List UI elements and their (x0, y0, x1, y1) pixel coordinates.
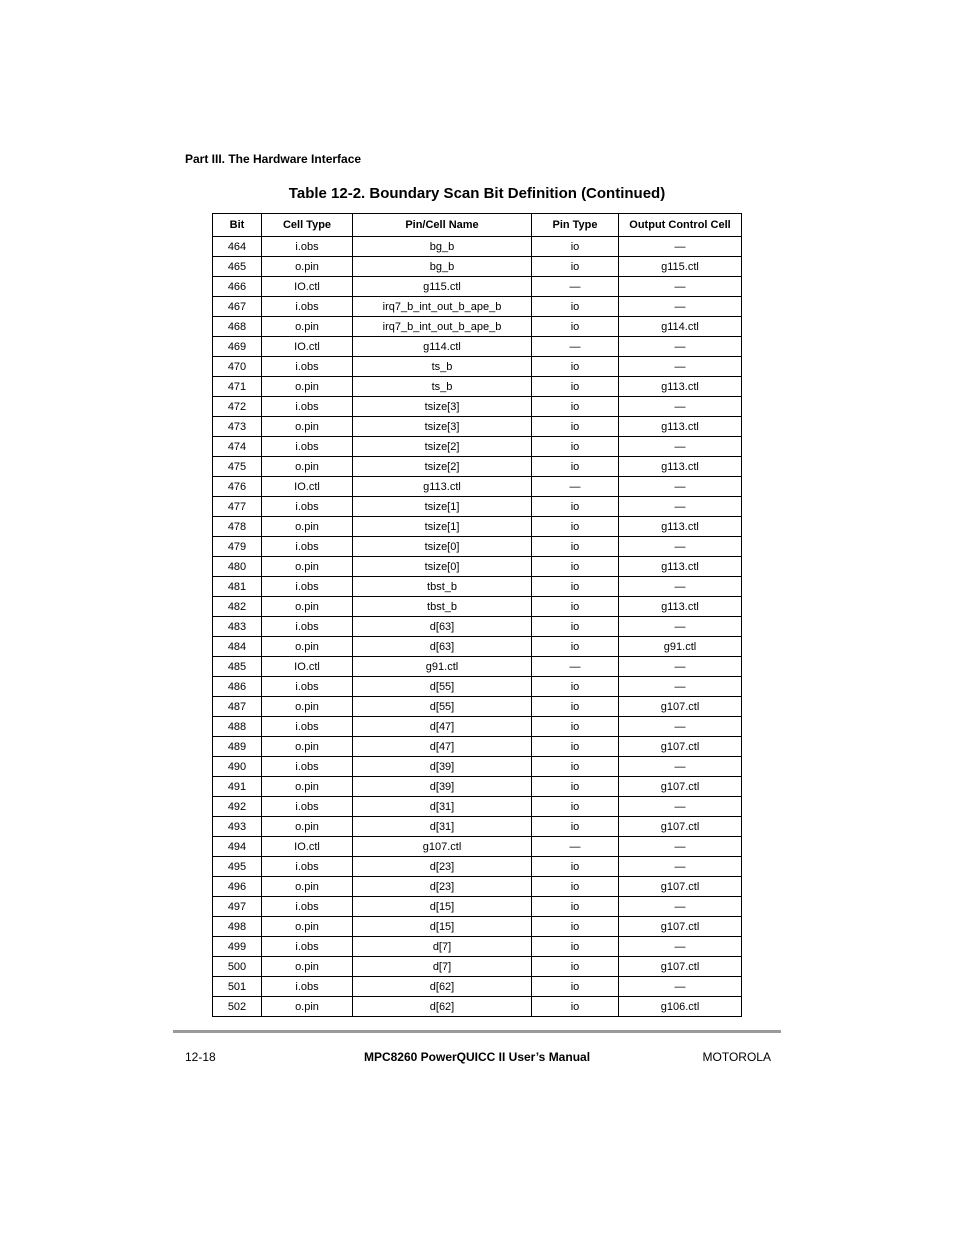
cell-pin-cell-name: d[23] (353, 857, 532, 877)
cell-cell-type: i.obs (262, 937, 353, 957)
cell-pin-cell-name: d[62] (353, 977, 532, 997)
cell-pin-cell-name: tsize[1] (353, 497, 532, 517)
cell-bit: 489 (213, 737, 262, 757)
cell-output-control: — (619, 437, 742, 457)
cell-cell-type: i.obs (262, 297, 353, 317)
cell-bit: 485 (213, 657, 262, 677)
cell-output-control: — (619, 937, 742, 957)
cell-output-control: — (619, 717, 742, 737)
cell-cell-type: i.obs (262, 537, 353, 557)
cell-pin-type: io (532, 357, 619, 377)
cell-output-control: g106.ctl (619, 997, 742, 1017)
company-name: MOTOROLA (702, 1050, 771, 1064)
table-row (213, 897, 742, 917)
cell-pin-cell-name: g113.ctl (353, 477, 532, 497)
cell-pin-cell-name: bg_b (353, 237, 532, 257)
table-row (213, 777, 742, 797)
cell-output-control: g113.ctl (619, 457, 742, 477)
cell-bit: 482 (213, 597, 262, 617)
cell-output-control: — (619, 897, 742, 917)
cell-pin-cell-name: ts_b (353, 357, 532, 377)
cell-cell-type: o.pin (262, 697, 353, 717)
cell-bit: 496 (213, 877, 262, 897)
table-row (213, 377, 742, 397)
part-header: Part III. The Hardware Interface (185, 152, 362, 166)
cell-cell-type: i.obs (262, 437, 353, 457)
table-row (213, 977, 742, 997)
cell-cell-type: IO.ctl (262, 277, 353, 297)
cell-cell-type: IO.ctl (262, 837, 353, 857)
table-row (213, 637, 742, 657)
cell-pin-type: io (532, 937, 619, 957)
cell-cell-type: IO.ctl (262, 477, 353, 497)
cell-pin-cell-name: d[62] (353, 997, 532, 1017)
cell-pin-cell-name: tbst_b (353, 577, 532, 597)
table-row (213, 477, 742, 497)
table-row (213, 577, 742, 597)
cell-bit: 473 (213, 417, 262, 437)
cell-pin-cell-name: tsize[2] (353, 437, 532, 457)
cell-cell-type: IO.ctl (262, 657, 353, 677)
cell-bit: 481 (213, 577, 262, 597)
cell-pin-type: io (532, 517, 619, 537)
cell-pin-cell-name: d[47] (353, 717, 532, 737)
cell-pin-type: — (532, 337, 619, 357)
boundary-scan-table (212, 213, 742, 1017)
table-row (213, 837, 742, 857)
cell-cell-type: o.pin (262, 637, 353, 657)
cell-pin-cell-name: tsize[3] (353, 417, 532, 437)
cell-pin-cell-name: d[31] (353, 797, 532, 817)
cell-output-control: g107.ctl (619, 777, 742, 797)
cell-output-control: — (619, 617, 742, 637)
cell-output-control: g113.ctl (619, 417, 742, 437)
cell-output-control: — (619, 677, 742, 697)
cell-cell-type: o.pin (262, 817, 353, 837)
cell-pin-type: io (532, 717, 619, 737)
table-row (213, 557, 742, 577)
cell-pin-type: io (532, 617, 619, 637)
column-header-bit: Bit (213, 214, 262, 237)
cell-bit: 501 (213, 977, 262, 997)
cell-bit: 472 (213, 397, 262, 417)
cell-pin-type: io (532, 457, 619, 477)
cell-bit: 469 (213, 337, 262, 357)
cell-cell-type: o.pin (262, 597, 353, 617)
cell-output-control: — (619, 397, 742, 417)
cell-output-control: g113.ctl (619, 597, 742, 617)
table-title: Table 12-2. Boundary Scan Bit Definition (Continued) (288, 185, 666, 202)
cell-bit: 467 (213, 297, 262, 317)
cell-bit: 483 (213, 617, 262, 637)
cell-output-control: — (619, 237, 742, 257)
cell-cell-type: o.pin (262, 317, 353, 337)
table-row (213, 657, 742, 677)
cell-output-control: — (619, 757, 742, 777)
table-row (213, 957, 742, 977)
cell-output-control: g113.ctl (619, 557, 742, 577)
table-row (213, 357, 742, 377)
cell-pin-type: io (532, 437, 619, 457)
cell-pin-type: io (532, 917, 619, 937)
table-row (213, 257, 742, 277)
cell-cell-type: i.obs (262, 857, 353, 877)
cell-pin-type: io (532, 777, 619, 797)
cell-output-control: — (619, 297, 742, 317)
cell-cell-type: o.pin (262, 557, 353, 577)
cell-output-control: — (619, 977, 742, 997)
cell-pin-type: io (532, 817, 619, 837)
cell-output-control: g113.ctl (619, 517, 742, 537)
table-row (213, 717, 742, 737)
cell-cell-type: o.pin (262, 777, 353, 797)
table-row (213, 337, 742, 357)
cell-bit: 477 (213, 497, 262, 517)
cell-bit: 480 (213, 557, 262, 577)
cell-pin-type: io (532, 977, 619, 997)
cell-pin-cell-name: bg_b (353, 257, 532, 277)
cell-bit: 500 (213, 957, 262, 977)
cell-cell-type: o.pin (262, 417, 353, 437)
cell-bit: 468 (213, 317, 262, 337)
table-row (213, 297, 742, 317)
cell-pin-type: io (532, 757, 619, 777)
cell-pin-cell-name: tsize[1] (353, 517, 532, 537)
cell-pin-type: io (532, 797, 619, 817)
cell-pin-cell-name: d[63] (353, 637, 532, 657)
footer-rule (173, 1030, 781, 1033)
cell-pin-type: io (532, 537, 619, 557)
cell-bit: 487 (213, 697, 262, 717)
cell-bit: 486 (213, 677, 262, 697)
cell-cell-type: IO.ctl (262, 337, 353, 357)
cell-output-control: — (619, 657, 742, 677)
cell-pin-type: io (532, 497, 619, 517)
cell-bit: 464 (213, 237, 262, 257)
cell-output-control: — (619, 797, 742, 817)
cell-cell-type: o.pin (262, 457, 353, 477)
table-row (213, 397, 742, 417)
cell-bit: 478 (213, 517, 262, 537)
cell-pin-cell-name: d[23] (353, 877, 532, 897)
table-row (213, 597, 742, 617)
cell-cell-type: i.obs (262, 897, 353, 917)
cell-cell-type: o.pin (262, 957, 353, 977)
cell-bit: 474 (213, 437, 262, 457)
table-row (213, 677, 742, 697)
table-row (213, 237, 742, 257)
cell-pin-type: io (532, 997, 619, 1017)
cell-cell-type: o.pin (262, 257, 353, 277)
cell-pin-cell-name: d[7] (353, 957, 532, 977)
cell-pin-type: io (532, 397, 619, 417)
cell-output-control: g107.ctl (619, 817, 742, 837)
table-row (213, 757, 742, 777)
cell-pin-type: io (532, 577, 619, 597)
cell-pin-cell-name: d[7] (353, 937, 532, 957)
cell-pin-cell-name: irq7_b_int_out_b_ape_b (353, 297, 532, 317)
cell-bit: 498 (213, 917, 262, 937)
column-header-pin-type: Pin Type (532, 214, 619, 237)
cell-output-control: g107.ctl (619, 877, 742, 897)
cell-pin-cell-name: d[55] (353, 677, 532, 697)
table-row (213, 917, 742, 937)
cell-bit: 465 (213, 257, 262, 277)
cell-bit: 495 (213, 857, 262, 877)
cell-pin-cell-name: d[31] (353, 817, 532, 837)
cell-pin-cell-name: tsize[3] (353, 397, 532, 417)
cell-cell-type: o.pin (262, 517, 353, 537)
table-row (213, 457, 742, 477)
table-row (213, 937, 742, 957)
table-row (213, 877, 742, 897)
cell-cell-type: i.obs (262, 237, 353, 257)
cell-cell-type: o.pin (262, 377, 353, 397)
cell-pin-type: — (532, 477, 619, 497)
cell-pin-cell-name: d[55] (353, 697, 532, 717)
table-row (213, 697, 742, 717)
cell-output-control: — (619, 277, 742, 297)
cell-pin-type: io (532, 637, 619, 657)
cell-pin-cell-name: g115.ctl (353, 277, 532, 297)
cell-cell-type: i.obs (262, 617, 353, 637)
cell-output-control: — (619, 337, 742, 357)
cell-bit: 499 (213, 937, 262, 957)
cell-pin-cell-name: d[15] (353, 897, 532, 917)
cell-cell-type: o.pin (262, 737, 353, 757)
cell-pin-cell-name: tsize[2] (353, 457, 532, 477)
cell-bit: 502 (213, 997, 262, 1017)
cell-output-control: g113.ctl (619, 377, 742, 397)
cell-pin-cell-name: d[39] (353, 777, 532, 797)
table-row (213, 857, 742, 877)
table-row (213, 817, 742, 837)
cell-pin-type: io (532, 557, 619, 577)
table-row (213, 417, 742, 437)
cell-bit: 466 (213, 277, 262, 297)
cell-pin-type: io (532, 257, 619, 277)
cell-pin-type: io (532, 297, 619, 317)
cell-cell-type: i.obs (262, 497, 353, 517)
cell-cell-type: i.obs (262, 677, 353, 697)
cell-output-control: — (619, 577, 742, 597)
table-row (213, 797, 742, 817)
cell-output-control: — (619, 837, 742, 857)
cell-bit: 490 (213, 757, 262, 777)
column-header-pin-cell-name: Pin/Cell Name (353, 214, 532, 237)
cell-pin-type: io (532, 737, 619, 757)
cell-output-control: g107.ctl (619, 737, 742, 757)
cell-pin-type: io (532, 237, 619, 257)
cell-pin-type: io (532, 897, 619, 917)
cell-bit: 484 (213, 637, 262, 657)
cell-pin-type: io (532, 417, 619, 437)
cell-pin-cell-name: tbst_b (353, 597, 532, 617)
table-row (213, 617, 742, 637)
cell-cell-type: o.pin (262, 877, 353, 897)
cell-output-control: g107.ctl (619, 697, 742, 717)
page-number: 12-18 (185, 1050, 216, 1064)
cell-output-control: g114.ctl (619, 317, 742, 337)
table-row (213, 437, 742, 457)
table-header-row (213, 214, 742, 237)
cell-output-control: g91.ctl (619, 637, 742, 657)
cell-bit: 475 (213, 457, 262, 477)
cell-pin-type: io (532, 877, 619, 897)
cell-output-control: — (619, 857, 742, 877)
cell-pin-type: — (532, 657, 619, 677)
table-row (213, 997, 742, 1017)
cell-bit: 471 (213, 377, 262, 397)
cell-pin-cell-name: d[39] (353, 757, 532, 777)
cell-pin-cell-name: g114.ctl (353, 337, 532, 357)
table-row (213, 737, 742, 757)
cell-pin-type: io (532, 857, 619, 877)
cell-bit: 470 (213, 357, 262, 377)
cell-cell-type: i.obs (262, 977, 353, 997)
cell-output-control: g107.ctl (619, 957, 742, 977)
cell-pin-type: io (532, 957, 619, 977)
cell-cell-type: i.obs (262, 577, 353, 597)
cell-cell-type: i.obs (262, 757, 353, 777)
cell-cell-type: o.pin (262, 997, 353, 1017)
cell-output-control: — (619, 357, 742, 377)
cell-pin-cell-name: g107.ctl (353, 837, 532, 857)
cell-pin-type: — (532, 837, 619, 857)
cell-pin-type: io (532, 317, 619, 337)
table-row (213, 277, 742, 297)
cell-pin-cell-name: d[15] (353, 917, 532, 937)
cell-pin-cell-name: d[47] (353, 737, 532, 757)
cell-pin-cell-name: ts_b (353, 377, 532, 397)
table-body (213, 237, 742, 1017)
cell-pin-type: io (532, 597, 619, 617)
cell-output-control: g107.ctl (619, 917, 742, 937)
cell-bit: 494 (213, 837, 262, 857)
column-header-output-control-cell: Output Control Cell (619, 214, 742, 237)
cell-bit: 488 (213, 717, 262, 737)
cell-bit: 476 (213, 477, 262, 497)
cell-pin-cell-name: irq7_b_int_out_b_ape_b (353, 317, 532, 337)
table-row (213, 497, 742, 517)
cell-pin-cell-name: d[63] (353, 617, 532, 637)
table-row (213, 517, 742, 537)
cell-bit: 479 (213, 537, 262, 557)
column-header-cell-type: Cell Type (262, 214, 353, 237)
cell-bit: 497 (213, 897, 262, 917)
cell-cell-type: i.obs (262, 717, 353, 737)
cell-bit: 492 (213, 797, 262, 817)
cell-pin-type: io (532, 697, 619, 717)
cell-cell-type: i.obs (262, 797, 353, 817)
cell-output-control: — (619, 497, 742, 517)
cell-pin-type: io (532, 677, 619, 697)
cell-output-control: g115.ctl (619, 257, 742, 277)
cell-cell-type: i.obs (262, 397, 353, 417)
cell-pin-type: — (532, 277, 619, 297)
manual-title: MPC8260 PowerQUICC II User’s Manual (363, 1050, 591, 1064)
table-row (213, 317, 742, 337)
cell-pin-type: io (532, 377, 619, 397)
cell-pin-cell-name: g91.ctl (353, 657, 532, 677)
cell-cell-type: o.pin (262, 917, 353, 937)
cell-pin-cell-name: tsize[0] (353, 537, 532, 557)
cell-bit: 491 (213, 777, 262, 797)
table-row (213, 537, 742, 557)
cell-output-control: — (619, 537, 742, 557)
cell-cell-type: i.obs (262, 357, 353, 377)
cell-bit: 493 (213, 817, 262, 837)
cell-output-control: — (619, 477, 742, 497)
cell-pin-cell-name: tsize[0] (353, 557, 532, 577)
